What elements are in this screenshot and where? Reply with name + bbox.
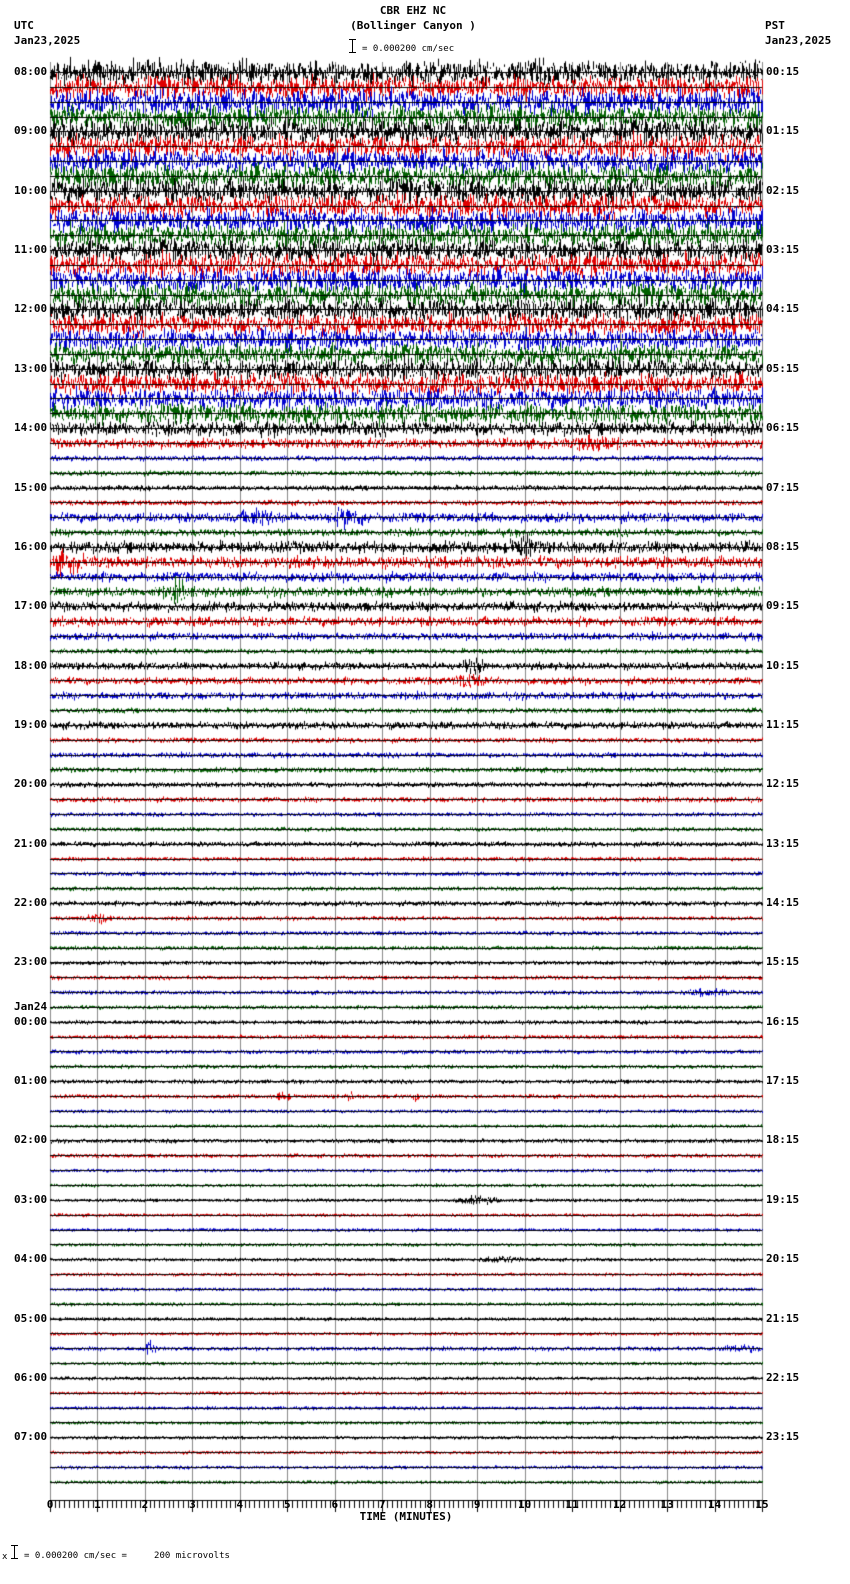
left-hour-label: 00:00 [14,1014,48,1028]
left-hour-label: 15:00 [14,480,48,494]
right-hour-label: 12:15 [766,777,800,791]
right-hour-label: 18:15 [766,1133,800,1147]
x-tick-label: 6 [331,1498,339,1511]
right-hour-label: 16:15 [766,1014,800,1028]
right-hour-label: 22:15 [766,1370,800,1384]
left-hour-label: 11:00 [14,243,48,257]
right-hour-label: 00:15 [766,65,800,78]
x-tick-label: 13 [660,1498,674,1511]
left-hour-label: 20:00 [14,777,48,791]
left-hour-label: 04:00 [14,1252,48,1266]
x-tick-label: 8 [426,1498,434,1511]
left-hour-label: 09:00 [14,124,48,138]
left-hour-label: 22:00 [14,896,48,910]
left-hour-label: 05:00 [14,1311,48,1325]
left-hour-label: 19:00 [14,717,48,731]
right-hour-label: 04:15 [766,302,800,316]
left-hour-label: 01:00 [14,1074,48,1088]
left-hour-label: 06:00 [14,1370,48,1384]
left-hour-label: 07:00 [14,1430,48,1444]
right-hour-label: 10:15 [766,658,800,672]
right-hour-label: 23:15 [766,1430,800,1444]
date-change-label: Jan24 [14,999,48,1013]
left-hour-label: 02:00 [14,1133,48,1147]
x-tick-label: 10 [518,1498,532,1511]
x-tick-label: 14 [707,1498,722,1511]
left-hour-label: 23:00 [14,955,48,969]
right-hour-label: 14:15 [766,896,800,910]
right-hour-label: 20:15 [766,1252,800,1266]
left-hour-label: 17:00 [14,599,48,613]
left-hour-label: 10:00 [14,183,48,197]
footer-scale-bar-icon [14,1545,15,1559]
x-tick-label: 7 [378,1498,386,1511]
right-hour-label: 02:15 [766,183,800,197]
left-hour-label: 13:00 [14,361,48,375]
right-hour-label: 17:15 [766,1074,800,1088]
x-tick-label: 5 [284,1498,291,1511]
right-hour-label: 11:15 [766,717,800,731]
right-hour-label: 06:15 [766,421,800,435]
right-hour-label: 21:15 [766,1311,800,1325]
x-tick-label: 9 [473,1498,481,1511]
right-hour-label: 05:15 [766,361,800,375]
right-hour-label: 01:15 [766,124,800,138]
x-tick-label: 2 [141,1498,149,1511]
x-tick-label: 4 [236,1498,244,1511]
left-hour-label: 14:00 [14,421,48,435]
x-tick-label: 12 [612,1498,627,1511]
right-hour-label: 19:15 [766,1192,800,1206]
right-hour-label: 09:15 [766,599,800,613]
x-tick-label: 15 [755,1498,769,1511]
x-tick-label: 1 [94,1498,101,1511]
right-hour-label: 03:15 [766,243,800,257]
left-hour-label: 16:00 [14,539,48,553]
footer-scale-text: = 0.000200 cm/sec = 200 microvolts [24,1551,230,1561]
x-tick-label: 0 [46,1498,54,1511]
x-tick-label: 11 [565,1498,579,1511]
x-axis-label: TIME (MINUTES) [359,1510,453,1523]
left-hour-label: 12:00 [14,302,48,316]
left-hour-label: 08:00 [14,65,48,78]
right-hour-label: 08:15 [766,539,800,553]
right-hour-label: 13:15 [766,836,800,850]
right-hour-label: 07:15 [766,480,800,494]
left-hour-label: 18:00 [14,658,48,672]
footer-prefix: x [2,1552,8,1562]
left-hour-label: 03:00 [14,1192,48,1206]
left-hour-label: 21:00 [14,836,48,850]
right-hour-label: 15:15 [766,955,800,969]
x-tick-label: 3 [189,1498,196,1511]
